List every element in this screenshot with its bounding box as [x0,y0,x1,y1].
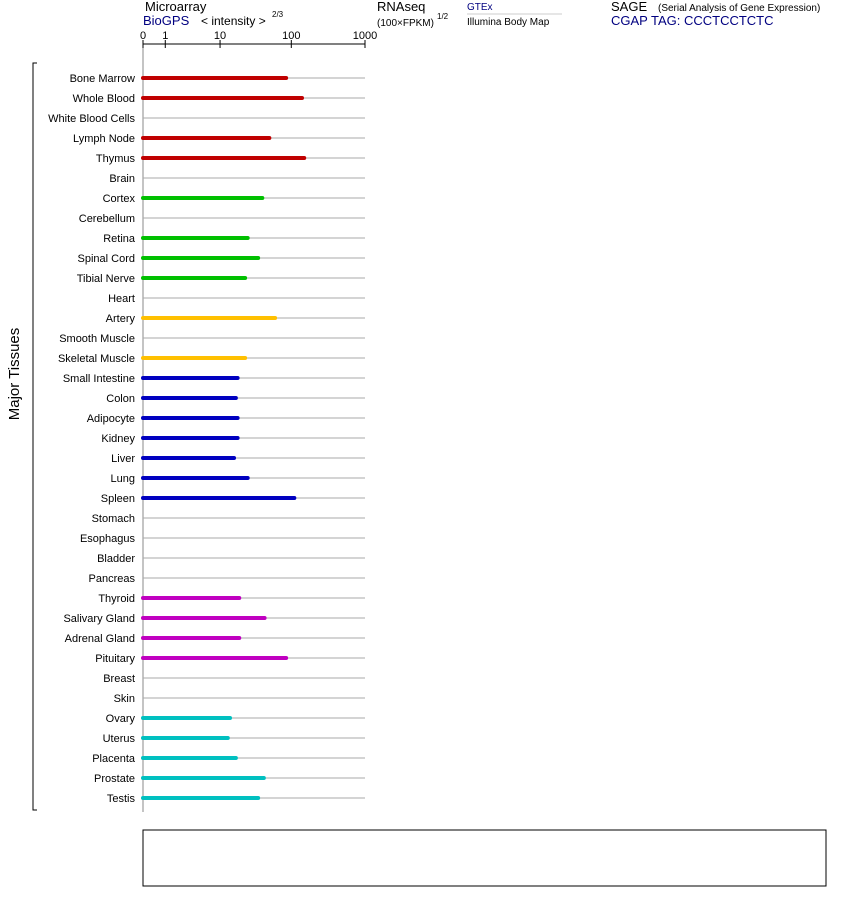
tissue-label-breast: Breast [103,673,135,685]
tissue-label-pituitary: Pituitary [95,653,135,665]
legend [143,830,826,886]
microarray-tick-label: 100 [282,30,301,42]
tissue-label-smooth-muscle: Smooth Muscle [59,333,135,345]
microarray-tick-label: 1000 [352,30,378,42]
tissue-label-testis: Testis [106,793,135,805]
y-axis-bracket [6,63,37,810]
tissue-label-prostate: Prostate [94,773,135,785]
y-axis-title: Major Tissues [6,327,23,421]
rnaseq-title: RNAseq [377,0,426,14]
tissue-label-skin: Skin [113,693,135,705]
microarray-scale-exponent: 2/3 [272,10,284,19]
rnaseq-scale-exponent: 1/2 [437,12,449,21]
tissue-label-white-blood-cells: White Blood Cells [48,113,135,125]
tissue-label-bladder: Bladder [97,553,135,565]
tissue-label-esophagus: Esophagus [79,533,135,545]
tissue-label-bone-marrow: Bone Marrow [69,73,135,85]
rnaseq-series-illumina: Illumina Body Map [467,17,550,28]
tissue-label-heart: Heart [108,293,135,305]
sage-subtitle: (Serial Analysis of Gene Expression) [658,3,821,14]
tissue-label-spinal-cord: Spinal Cord [77,253,135,265]
microarray-tick-label: 1 [162,30,169,42]
tissue-label-artery: Artery [105,313,135,325]
sage-tag-label: CGAP TAG: CCCTCCTCTC [611,13,774,28]
tissue-label-lung: Lung [110,473,135,485]
tissue-label-pancreas: Pancreas [88,573,135,585]
tissue-label-uterus: Uterus [102,733,135,745]
tissue-label-liver: Liver [111,453,135,465]
tissue-label-adipocyte: Adipocyte [86,413,135,425]
plot-layer [48,30,377,812]
microarray-source: BioGPS [143,13,190,28]
microarray-tick-label: 0 [139,30,147,42]
tissue-label-placenta: Placenta [92,753,135,765]
panel-headers [143,0,820,29]
rnaseq-scale-label: (100×FPKM) [377,18,434,29]
sage-title: SAGE [611,0,648,14]
tissue-label-lymph-node: Lymph Node [73,133,135,145]
tissue-label-thyroid: Thyroid [98,593,135,605]
tissue-label-thymus: Thymus [95,153,135,165]
tissue-label-kidney: Kidney [101,433,135,445]
microarray-title: Microarray [145,0,207,14]
tissue-label-tibial-nerve: Tibial Nerve [76,273,135,285]
tissue-label-stomach: Stomach [91,513,135,525]
tissue-label-adrenal-gland: Adrenal Gland [64,633,135,645]
microarray-tick-label: 10 [213,30,227,42]
tissue-label-ovary: Ovary [105,713,135,725]
tissue-label-cortex: Cortex [102,193,135,205]
tissue-label-skeletal-muscle: Skeletal Muscle [57,353,135,365]
legend-box [143,830,826,886]
microarray-scale-label: < intensity > [201,14,266,28]
rnaseq-series-gtex: GTEx [467,2,493,13]
tissue-label-spleen: Spleen [100,493,135,505]
tissue-label-salivary-gland: Salivary Gland [63,613,135,625]
tissue-label-cerebellum: Cerebellum [78,213,135,225]
tissue-label-small-intestine: Small Intestine [62,373,135,385]
tissue-label-colon: Colon [106,393,135,405]
tissue-label-brain: Brain [109,173,135,185]
tissue-label-retina: Retina [103,233,135,245]
tissue-label-whole-blood: Whole Blood [72,93,135,105]
